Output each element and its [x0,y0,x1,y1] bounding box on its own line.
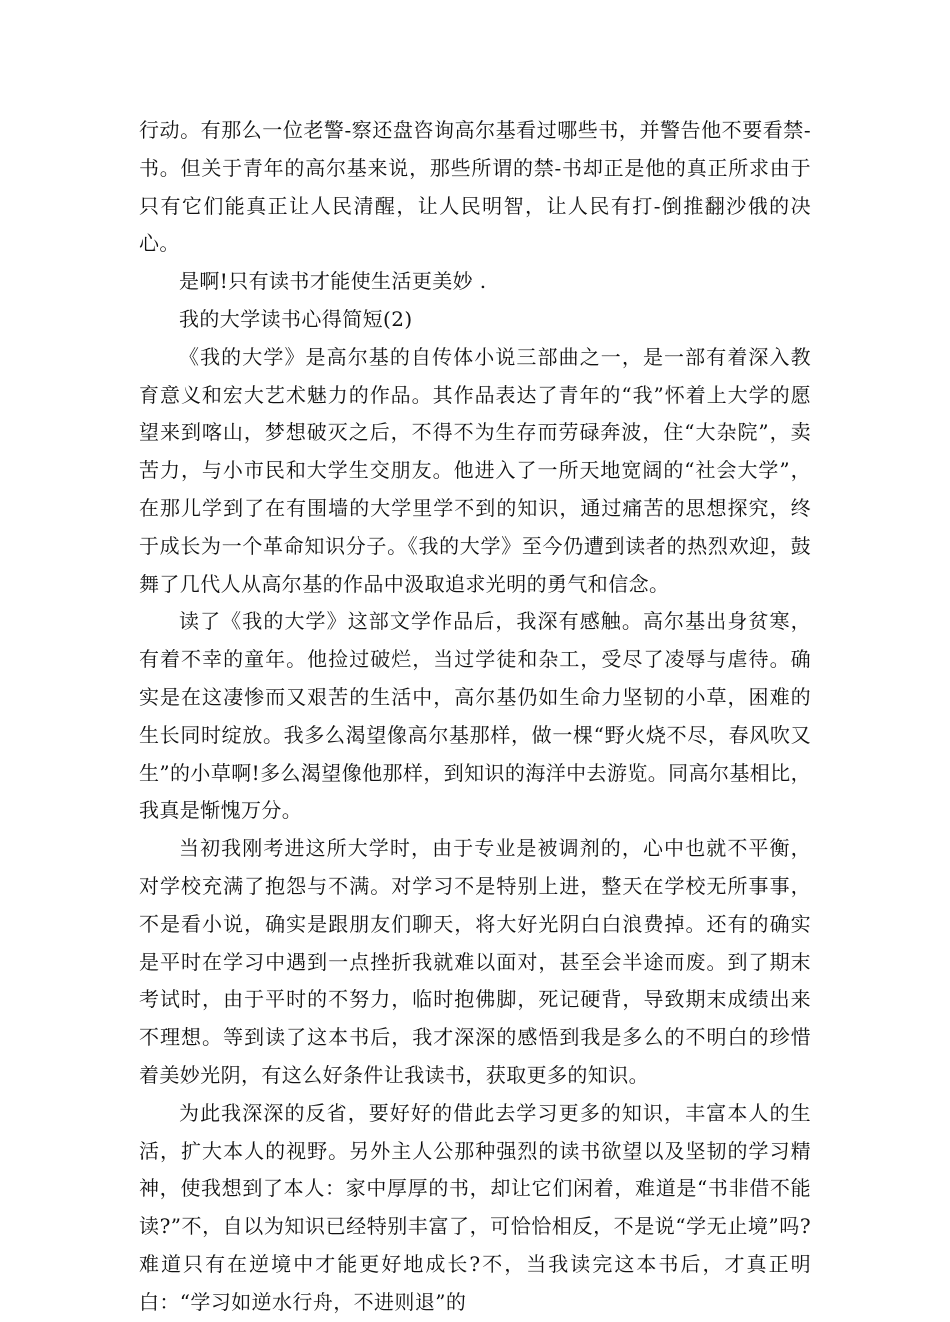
document-body [139,112,811,1322]
paragraph-2: 是啊!只有读书才能使生活更美妙 . [179,269,487,294]
paragraph-1: 行动。有那么一位老警-察还盘咨询高尔基看过哪些书，并警告他不要看禁-书。但关于青年的高尔基来说，那些所谓的禁-书却正是他的真正所求由于只有它们能真正让人民清醒，让人民明智，让人民有打-倒推翻沙俄的决心。 [139,118,811,256]
paragraph-4: 读了《我的大学》这部文学作品后，我深有感触。高尔基出身贫寒，有着不幸的童年。他捡过破烂，当过学徒和杂工，受尽了凌辱与虐待。确实是在这凄惨而又艰苦的生活中，高尔基仍如生命力坚韧的小草，困难的生长同时绽放。我多么渴望像高尔基那样，做一棵“野火烧不尽，春风吹又生”的小草啊!多么渴望像他那样，到知识的海洋中去游览。同高尔基相比，我真是惭愧万分。 [139,609,811,823]
paragraph-6: 为此我深深的反省，要好好的借此去学习更多的知识，丰富本人的生活，扩大本人的视野。另外主人公那种强烈的读书欲望以及坚韧的学习精神，使我想到了本人：家中厚厚的书，却让它们闲着，难道是“书非借不能读?”不，自以为知识已经特别丰富了，可恰恰相反，不是说“学无止境”吗?难道只有在逆境中才能更好地成长?不，当我读完这本书后，才真正明白：“学习如逆水行舟，不进则退”的 [139,1100,811,1314]
paragraph-3: 《我的大学》是高尔基的自传体小说三部曲之一，是一部有着深入教育意义和宏大艺术魅力的作品。其作品表达了青年的“我”怀着上大学的愿望来到喀山，梦想破灭之后，不得不为生存而劳碌奔波，住“大杂院”，卖苦力，与小市民和大学生交朋友。他进入了一所天地宽阔的“社会大学”，在那儿学到了在有围墙的大学里学不到的知识，通过痛苦的思想探究，终于成长为一个革命知识分子。《我的大学》至今仍遭到读者的热烈欢迎，鼓舞了几代人从高尔基的作品中汲取追求光明的勇气和信念。 [139,344,811,596]
paragraph-5: 当初我刚考进这所大学时，由于专业是被调剂的，心中也就不平衡，对学校充满了抱怨与不满。对学习不是特别上进，整天在学校无所事事，不是看小说，确实是跟朋友们聊天，将大好光阴白白浪费掉。还有的确实是平时在学习中遇到一点挫折我就难以面对，甚至会半途而废。到了期末考试时，由于平时的不努力，临时抱佛脚，死记硬背，导致期末成绩出来不理想。等到读了这本书后，我才深深的感悟到我是多么的不明白的珍惜着美妙光阴，有这么好条件让我读书，获取更多的知识。 [139,836,811,1087]
section-heading: 我的大学读书心得简短(2) [179,306,413,331]
